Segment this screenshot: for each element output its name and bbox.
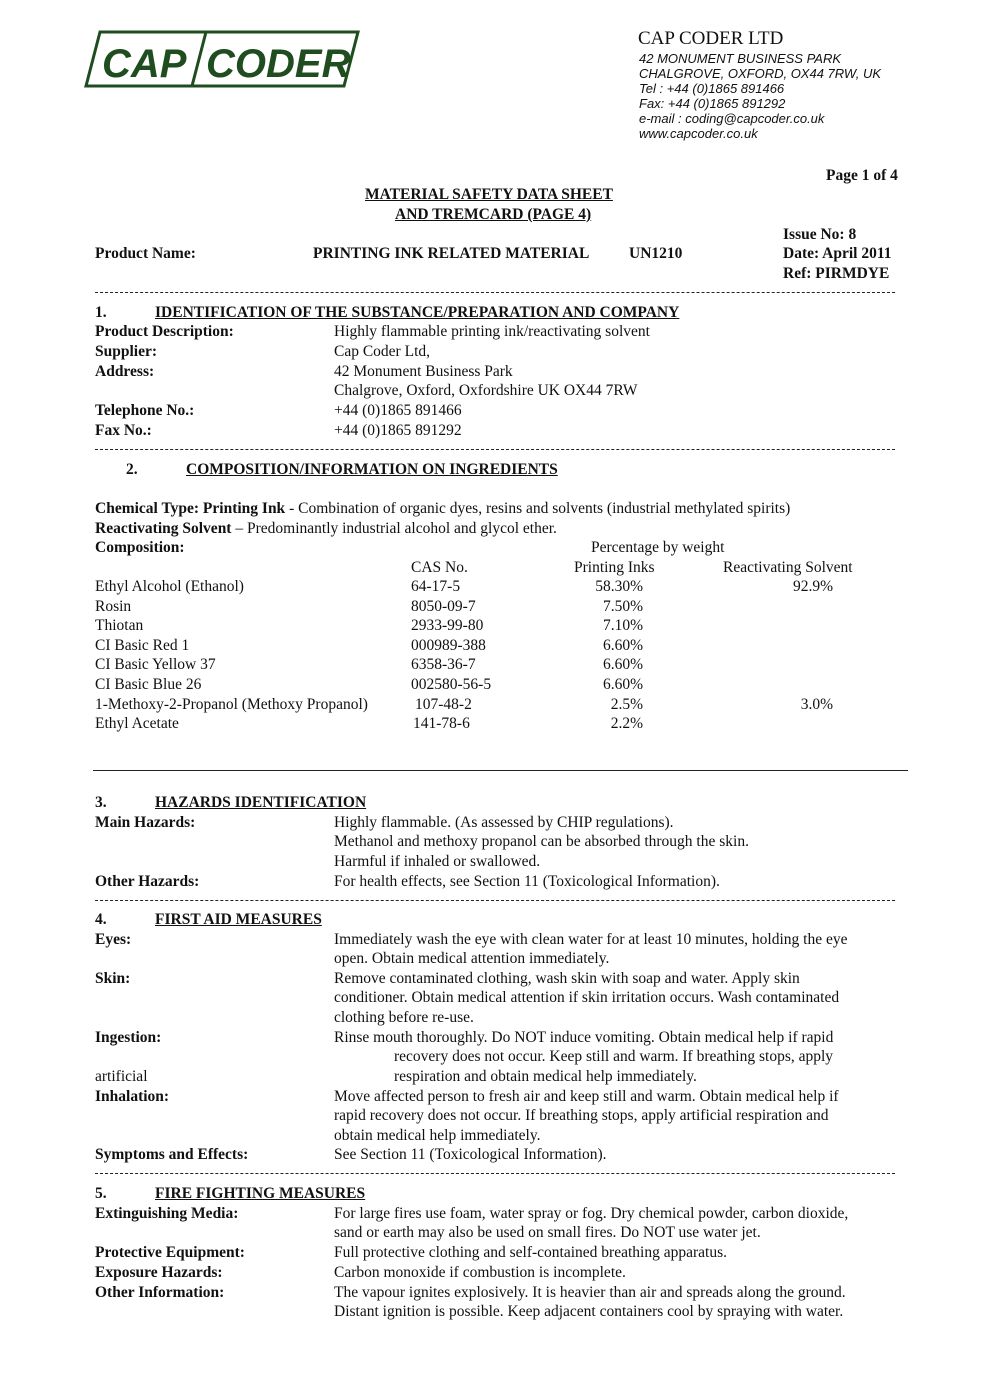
reactivating-text: – Predominantly industrial alcohol and glycol ether. [231,520,557,537]
ingredient-cas: 64-17-5 [411,578,461,595]
ingredient-row [95,616,895,636]
ingredient-cas: 002580-56-5 [411,676,492,693]
ingredient-ink-pct: 7.10% [602,617,643,634]
skin-text: clothing before re-use. [334,1009,474,1026]
ingestion-label: Ingestion: [95,1029,162,1046]
ingredient-cas: 8050-09-7 [411,598,476,615]
protective-equipment-text: Full protective clothing and self-contained breathing apparatus. [334,1244,727,1261]
section-number: 5. [95,1185,107,1202]
ingestion-text: Rinse mouth thoroughly. Do NOT induce vomiting. Obtain medical help if rapid [334,1029,834,1046]
product-description: Highly flammable printing ink/reactivating solvent [334,323,650,340]
section-title: FIRST AID MEASURES [155,911,322,928]
exposure-hazards-text: Carbon monoxide if combustion is incomplete. [334,1264,626,1281]
solvent-column-header: Reactivating Solvent [723,559,853,576]
other-information-text: The vapour ignites explosively. It is heavier than air and spreads along the ground. [334,1284,846,1301]
composition-label: Composition: [95,539,185,556]
ingredient-row [95,695,895,715]
ingredient-cas: 000989-388 [411,637,486,654]
field-label: Fax No.: [95,422,152,439]
ingredient-row [95,714,895,734]
dashed-divider [95,449,895,450]
ingredient-cas: 107-48-2 [415,696,472,713]
ingredient-ink-pct: 6.60% [602,637,643,654]
other-information-label: Other Information: [95,1284,225,1301]
section-title: HAZARDS IDENTIFICATION [155,794,367,811]
address-value: 42 Monument Business Park [334,363,513,380]
other-hazards-text: For health effects, see Section 11 (Toxicological Information). [334,873,720,890]
ingredient-cas: 2933-99-80 [411,617,484,634]
extinguishing-media-label: Extinguishing Media: [95,1205,239,1222]
ingredient-row [95,675,895,695]
telephone-value: +44 (0)1865 891466 [334,402,462,419]
dashed-divider [95,292,895,293]
ingredient-name: 1-Methoxy-2-Propanol (Methoxy Propanol) [95,696,368,713]
ingredient-row [95,597,895,617]
ingredient-ink-pct: 6.60% [602,656,643,673]
section-number: 4. [95,911,107,928]
ingredient-name: CI Basic Red 1 [95,637,190,654]
ingredient-name: Ethyl Acetate [95,715,179,732]
field-label: Telephone No.: [95,402,195,419]
field-label: Supplier: [95,343,158,360]
chemical-type-text: - Combination of organic dyes, resins and solvents (industrial methylated spirits) [285,500,791,517]
ingredient-ink-pct: 58.30% [595,578,643,595]
ingredient-name: CI Basic Blue 26 [95,676,202,693]
section-number: 2. [126,461,138,478]
ingredient-name: CI Basic Yellow 37 [95,656,216,673]
main-hazards-text: Methanol and methoxy propanol can be absorbed through the skin. [334,833,749,850]
dashed-divider [95,1173,895,1174]
cas-column-header: CAS No. [411,559,468,576]
fax-value: +44 (0)1865 891292 [334,422,462,439]
main-hazards-text: Highly flammable. (As assessed by CHIP regulations). [334,814,674,831]
field-label: Product Description: [95,323,234,340]
logo-cap-text: CAP [102,42,187,86]
company-fax: Fax: +44 (0)1865 891292 [639,96,786,111]
section-title: FIRE FIGHTING MEASURES [155,1185,366,1202]
product-name-label: Product Name: [95,245,196,262]
skin-text: conditioner. Obtain medical attention if skin irritation occurs. Wash contaminated [334,989,840,1006]
reactivating-label: Reactivating Solvent [95,520,232,537]
address-line: 42 MONUMENT BUSINESS PARK [639,51,842,66]
document-subtitle: AND TREMCARD (PAGE 4) [395,206,592,223]
artificial-word: artificial [95,1068,148,1085]
ingredient-solvent-pct: 3.0% [800,696,833,713]
eyes-text: Immediately wash the eye with clean water for at least 10 minutes, holding the eye [334,931,848,948]
company-website: www.capcoder.co.uk [639,126,758,141]
symptoms-label: Symptoms and Effects: [95,1146,249,1163]
ingredient-solvent-pct: 92.9% [792,578,833,595]
supplier-value: Cap Coder Ltd, [334,343,430,360]
protective-equipment-label: Protective Equipment: [95,1244,245,1261]
ingredient-cas: 141-78-6 [413,715,470,732]
dashed-divider [95,900,895,901]
solid-divider [93,770,908,771]
company-email: e-mail : coding@capcoder.co.uk [639,111,825,126]
ingredient-cas: 6358-36-7 [411,656,476,673]
section-title: IDENTIFICATION OF THE SUBSTANCE/PREPARATION AND COMPANY [155,304,680,321]
ingredient-name: Ethyl Alcohol (Ethanol) [95,578,244,595]
extinguishing-media-text: For large fires use foam, water spray or fog. Dry chemical powder, carbon dioxide, [334,1205,849,1222]
ingredient-row [95,655,895,675]
address-value: Chalgrove, Oxford, Oxfordshire UK OX44 7RW [334,382,638,399]
reactivating-solvent-line [95,519,557,539]
ingredient-row [95,636,895,656]
eyes-label: Eyes: [95,931,132,948]
section-number: 3. [95,794,107,811]
other-information-text: Distant ignition is possible. Keep adjacent containers cool by spraying with water. [334,1303,844,1320]
ingestion-text: recovery does not occur. Keep still and warm. If breathing stops, apply [394,1048,834,1065]
chemical-type-label: Chemical Type: [95,500,200,517]
chemical-type-line [95,499,790,519]
company-telephone: Tel : +44 (0)1865 891466 [639,81,785,96]
symptoms-text: See Section 11 (Toxicological Information). [334,1146,607,1163]
issue-number: Issue No: 8 [783,226,857,243]
reference-code: Ref: PIRMDYE [783,265,890,282]
ingredient-ink-pct: 2.5% [610,696,643,713]
eyes-text: open. Obtain medical attention immediately. [334,950,610,967]
ingredient-name: Thiotan [95,617,144,634]
percentage-header: Percentage by weight [591,539,725,556]
product-name-value: PRINTING INK RELATED MATERIAL [313,245,590,262]
section-title: COMPOSITION/INFORMATION ON INGREDIENTS [186,461,558,478]
ingestion-text: respiration and obtain medical help immediately. [394,1068,697,1085]
cap-coder-logo [82,30,362,88]
exposure-hazards-label: Exposure Hazards: [95,1264,223,1281]
document-title: MATERIAL SAFETY DATA SHEET [365,186,613,203]
issue-date: Date: April 2011 [783,245,892,262]
un-number: UN1210 [629,245,683,262]
main-hazards-label: Main Hazards: [95,814,196,831]
ingredient-name: Rosin [95,598,132,615]
inhalation-label: Inhalation: [95,1088,170,1105]
ingredient-ink-pct: 7.50% [602,598,643,615]
section-number: 1. [95,304,107,321]
ingredient-ink-pct: 2.2% [610,715,643,732]
field-label: Address: [95,363,155,380]
extinguishing-media-text: sand or earth may also be used on small fires. Do NOT use water jet. [334,1224,761,1241]
table-header-row [95,558,895,578]
main-hazards-text: Harmful if inhaled or swallowed. [334,853,541,870]
inhalation-text: rapid recovery does not occur. If breathing stops, apply artificial respiration and [334,1107,829,1124]
address-line: CHALGROVE, OXFORD, OX44 7RW, UK [639,66,881,81]
page-number: Page 1 of 4 [826,167,898,184]
chemical-type-name: Printing Ink [202,500,286,517]
inhalation-text: Move affected person to fresh air and keep still and warm. Obtain medical help if [334,1088,839,1105]
ink-column-header: Printing Inks [574,559,655,576]
skin-label: Skin: [95,970,131,987]
skin-text: Remove contaminated clothing, wash skin with soap and water. Apply skin [334,970,800,987]
ingredient-ink-pct: 6.60% [602,676,643,693]
ingredient-row [95,577,895,597]
logo-coder-text: CODER [206,42,351,86]
company-name: CAP CODER LTD [638,28,784,49]
other-hazards-label: Other Hazards: [95,873,200,890]
inhalation-text: obtain medical help immediately. [334,1127,541,1144]
